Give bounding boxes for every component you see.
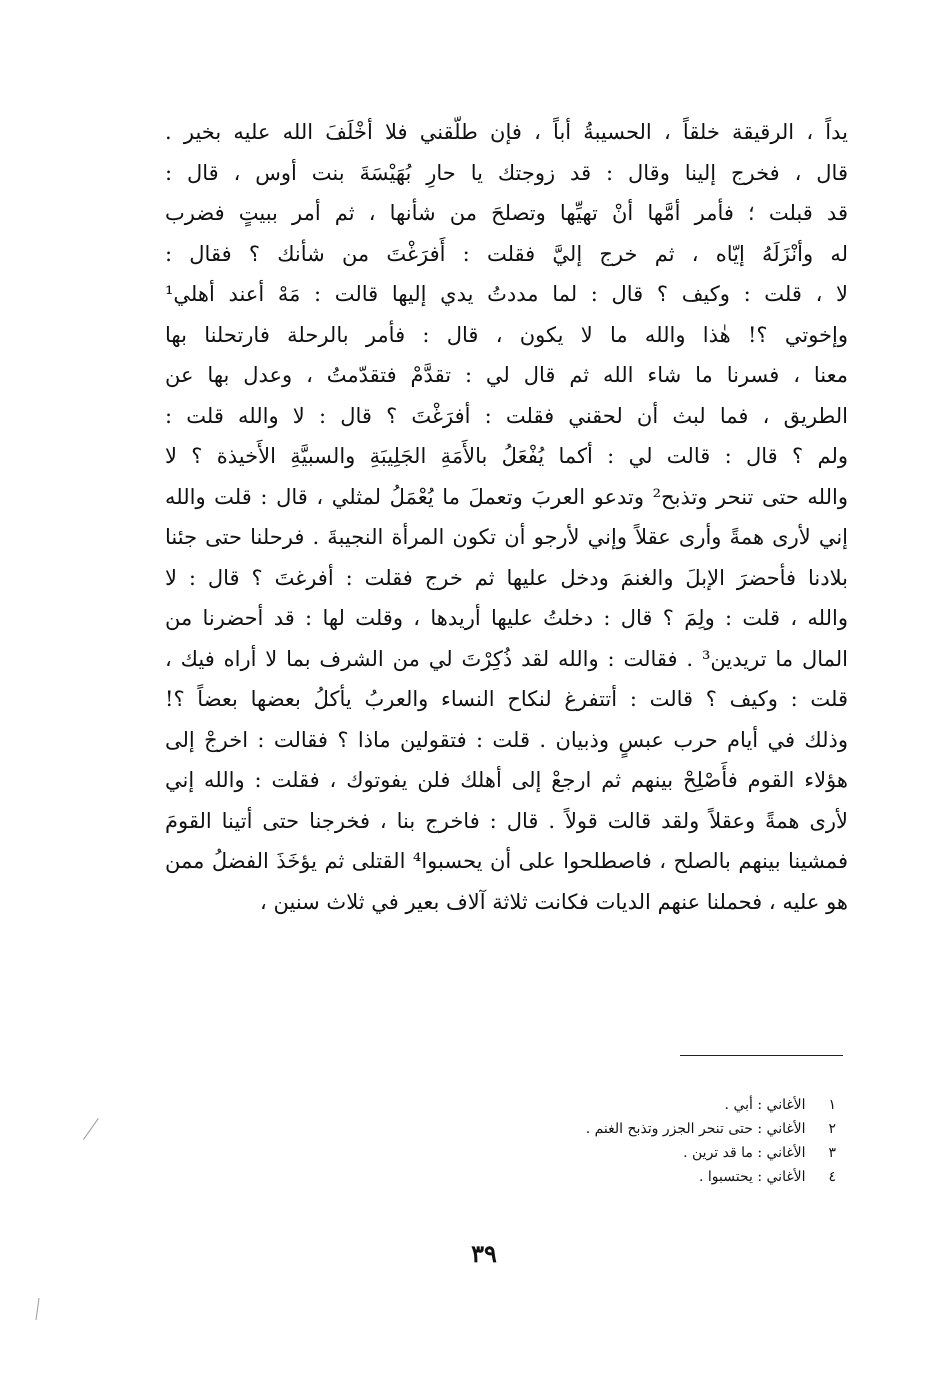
text-line: ولم ؟ قال : قالت لي : أكما يُفْعَلُ بالأَمَةِ الجَلِيبَةِ والسبيَّةِ الأَخيذة ؟ لا bbox=[165, 444, 848, 468]
scan-mark bbox=[83, 1118, 99, 1140]
text-line: وذلك في أيام حرب عبسٍ وذبيان . قلت : فتقولين ماذا ؟ فقالت : اخرجْ إلى bbox=[165, 727, 848, 752]
footnote-number: ٣ bbox=[828, 1145, 836, 1161]
footnote-text: الأغاني : أبي . bbox=[724, 1097, 806, 1113]
footnote-text: الأغاني : يحتسبوا . bbox=[699, 1169, 806, 1185]
text-line: معنا ، فسرنا ما شاء الله ثم قال لي : تقدَّمْ فتقدّمتُ ، وعدل بها عن bbox=[165, 363, 848, 387]
text-line: قال ، فخرج إلينا وقال : قد زوجتك يا حارِ بُهَيْسَةَ بنت أوس ، قال : bbox=[165, 160, 848, 185]
text-line: لا ، قلت : وكيف ؟ قال : لما مددتُ يدي إليها قالت : مَهْ أعند أهلي¹ bbox=[165, 282, 848, 306]
footnote-number: ٤ bbox=[828, 1169, 836, 1185]
text-line: قد قبلت ؛ فأمر أمَّها أنْ تهيِّها وتصلحَ من شأنها ، ثم أمر ببيتٍ فضرب bbox=[165, 201, 848, 225]
footnote-number: ٢ bbox=[828, 1121, 836, 1137]
text-line: والله حتى تنحر وتذبح² وتدعو العربَ وتعملَ ما يُعْمَلُ لمثلي ، قال : قلت والله bbox=[165, 484, 848, 509]
text-line: هو عليه ، فحملنا عنهم الديات فكانت ثلاثة آلاف بعير في ثلاث سنين ، bbox=[260, 889, 848, 914]
text-line: الطريق ، فما لبث أن لحقني فقلت : أفرَغْتَ ؟ قال : لا والله قلت : bbox=[165, 403, 848, 428]
text-line: وإخوتي ؟! هٰذا والله ما لا يكون ، قال : فأمر بالرحلة فارتحلنا بها bbox=[165, 322, 848, 347]
text-line: فمشينا بينهم بالصلح ، فاصطلحوا على أن يحسبوا⁴ القتلى ثم يؤخَذَ الفضلُ ممن bbox=[165, 849, 848, 873]
footnote-item bbox=[416, 1093, 836, 1117]
text-line: يداً ، الرقيقة خلقاً ، الحسيبةُ أباً ، فإن طلّقني فلا أخْلَفَ الله عليه بخير . bbox=[165, 120, 848, 144]
text-line: له وأنْزَلَهُ إيّاه ، ثم خرج إليَّ فقلت : أَفرَغْتَ من شأنك ؟ فقال : bbox=[165, 241, 848, 266]
footnote-number: ١ bbox=[828, 1097, 836, 1113]
footnote-item bbox=[416, 1141, 836, 1165]
text-line: هؤلاء القوم فأَصْلِحْ بينهم ثم ارجعْ إلى أهلك فلن يفوتوك ، فقلت : والله إني bbox=[165, 768, 848, 792]
footnotes bbox=[416, 1093, 836, 1189]
text-line: قلت : وكيف ؟ قالت : أتتفرغ لنكاح النساء والعربُ يأكلُ بعضها بعضاً ؟! bbox=[165, 687, 848, 711]
footnote-divider bbox=[680, 1055, 843, 1056]
text-line: إني لأرى همةً وأرى عقلاً وإني لأرجو أن تكون المرأة النجيبةَ . فرحلنا حتى جئنا bbox=[165, 525, 848, 549]
main-text-block bbox=[165, 112, 848, 922]
footnote-text: الأغاني : ما قد ترين . bbox=[683, 1145, 806, 1161]
text-line: لأرى همةً وعقلاً ولقد قالت قولاً . قال : فاخرج بنا ، فخرجنا حتى أتينا القومَ bbox=[165, 808, 848, 833]
footnote-item bbox=[416, 1117, 836, 1141]
text-line: المال ما تريدين³ . فقالت : والله لقد ذُكِرْتَ لي من الشرف بما لا أراه فيك ، bbox=[165, 646, 848, 671]
footnote-item bbox=[416, 1165, 836, 1189]
footnote-text: الأغاني : حتى تنحر الجزر وتذبح الغنم . bbox=[585, 1121, 806, 1137]
scan-mark bbox=[35, 1298, 39, 1320]
text-line: والله ، قلت : ولِمَ ؟ قال : دخلتُ عليها أريدها ، وقلت لها : قد أحضرنا من bbox=[165, 606, 848, 630]
page-number: ٣٩ bbox=[471, 1239, 497, 1268]
text-line: بلادنا فأحضرَ الإبلَ والغنمَ ودخل عليها ثم خرج فقلت : أفرغتَ ؟ قال : لا bbox=[165, 565, 848, 590]
